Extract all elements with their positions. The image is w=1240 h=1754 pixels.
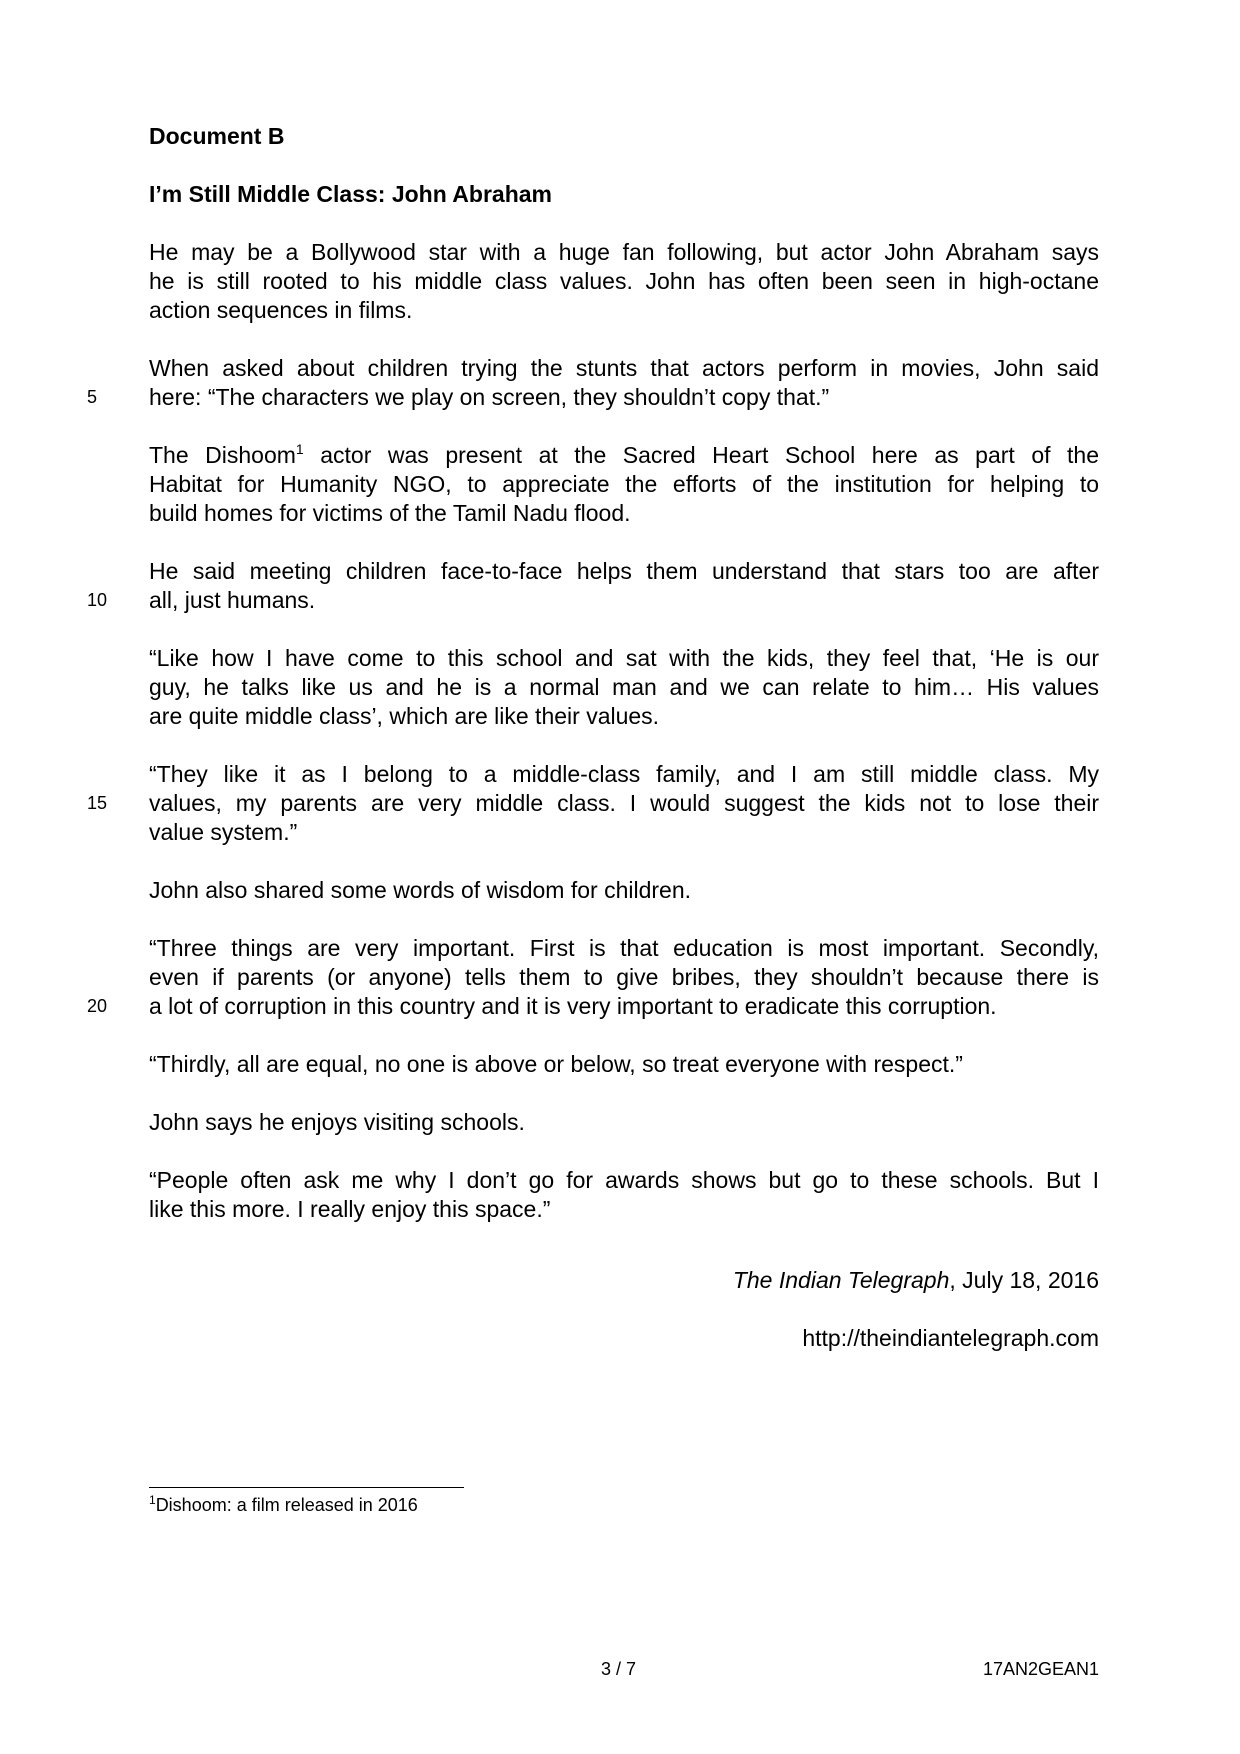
body-line: values, my parents are very middle class. I would suggest the kids not to lose their bbox=[149, 790, 1099, 816]
body-line: even if parents (or anyone) tells them to give bribes, they shouldn’t because there is bbox=[149, 964, 1099, 990]
body-line: He may be a Bollywood star with a huge fan following, but actor John Abraham says bbox=[149, 239, 1099, 265]
line-number: 20 bbox=[87, 996, 108, 1016]
source-citation bbox=[733, 1266, 1099, 1295]
body-line: “Three things are very important. First is that education is most important. Secondly, bbox=[149, 935, 1099, 961]
body-line: John says he enjoys visiting schools. bbox=[149, 1109, 525, 1135]
article-title: I’m Still Middle Class: John Abraham bbox=[149, 181, 552, 207]
body-line: “They like it as I belong to a middle-class family, and I am still middle class. My bbox=[149, 761, 1099, 787]
body-line-start: The Dishoom bbox=[149, 442, 296, 468]
body-line: “Thirdly, all are equal, no one is above or below, so treat everyone with respect.” bbox=[149, 1051, 963, 1077]
source-url: http://theindiantelegraph.com bbox=[802, 1325, 1099, 1351]
line-number: 10 bbox=[87, 590, 108, 610]
body-line: action sequences in films. bbox=[149, 297, 413, 323]
body-line: here: “The characters we play on screen, they shouldn’t copy that.” bbox=[149, 384, 830, 410]
body-line: build homes for victims of the Tamil Nadu flood. bbox=[149, 500, 631, 526]
document-label: Document B bbox=[149, 123, 285, 149]
source-date: , July 18, 2016 bbox=[949, 1267, 1099, 1293]
body-line: When asked about children trying the stunts that actors perform in movies, John said bbox=[149, 355, 1099, 381]
document-code: 17AN2GEAN1 bbox=[982, 1659, 1099, 1679]
page-number: 3 / 7 bbox=[601, 1659, 637, 1679]
body-line bbox=[149, 441, 1099, 470]
body-line: he is still rooted to his middle class values. John has often been seen in high-octane bbox=[149, 268, 1099, 294]
body-line-rest: actor was present at the Sacred Heart School here as part of the bbox=[303, 442, 1100, 468]
body-line: all, just humans. bbox=[149, 587, 316, 613]
body-line: He said meeting children face-to-face helps them understand that stars too are after bbox=[149, 558, 1099, 584]
body-line: “People often ask me why I don’t go for awards shows but go to these schools. But I bbox=[149, 1167, 1099, 1193]
body-line: value system.” bbox=[149, 819, 298, 845]
body-line: like this more. I really enjoy this space.” bbox=[149, 1196, 551, 1222]
footnote-marker: 1 bbox=[149, 1493, 156, 1507]
body-line: John also shared some words of wisdom for children. bbox=[149, 877, 692, 903]
footnote bbox=[149, 1493, 418, 1517]
body-line: Habitat for Humanity NGO, to appreciate the efforts of the institution for helping to bbox=[149, 471, 1099, 497]
footnote-divider bbox=[149, 1487, 464, 1488]
source-publication: The Indian Telegraph bbox=[732, 1267, 950, 1293]
body-line: guy, he talks like us and he is a normal man and we can relate to him… His values bbox=[149, 674, 1099, 700]
line-number: 5 bbox=[87, 387, 98, 407]
body-line: a lot of corruption in this country and it is very important to eradicate this corruption. bbox=[149, 993, 997, 1019]
footnote-text: Dishoom: a film released in 2016 bbox=[155, 1495, 418, 1515]
footnote-reference: 1 bbox=[295, 441, 304, 457]
body-line: are quite middle class’, which are like their values. bbox=[149, 703, 660, 729]
line-number: 15 bbox=[87, 793, 108, 813]
body-line: “Like how I have come to this school and sat with the kids, they feel that, ‘He is our bbox=[149, 645, 1099, 671]
